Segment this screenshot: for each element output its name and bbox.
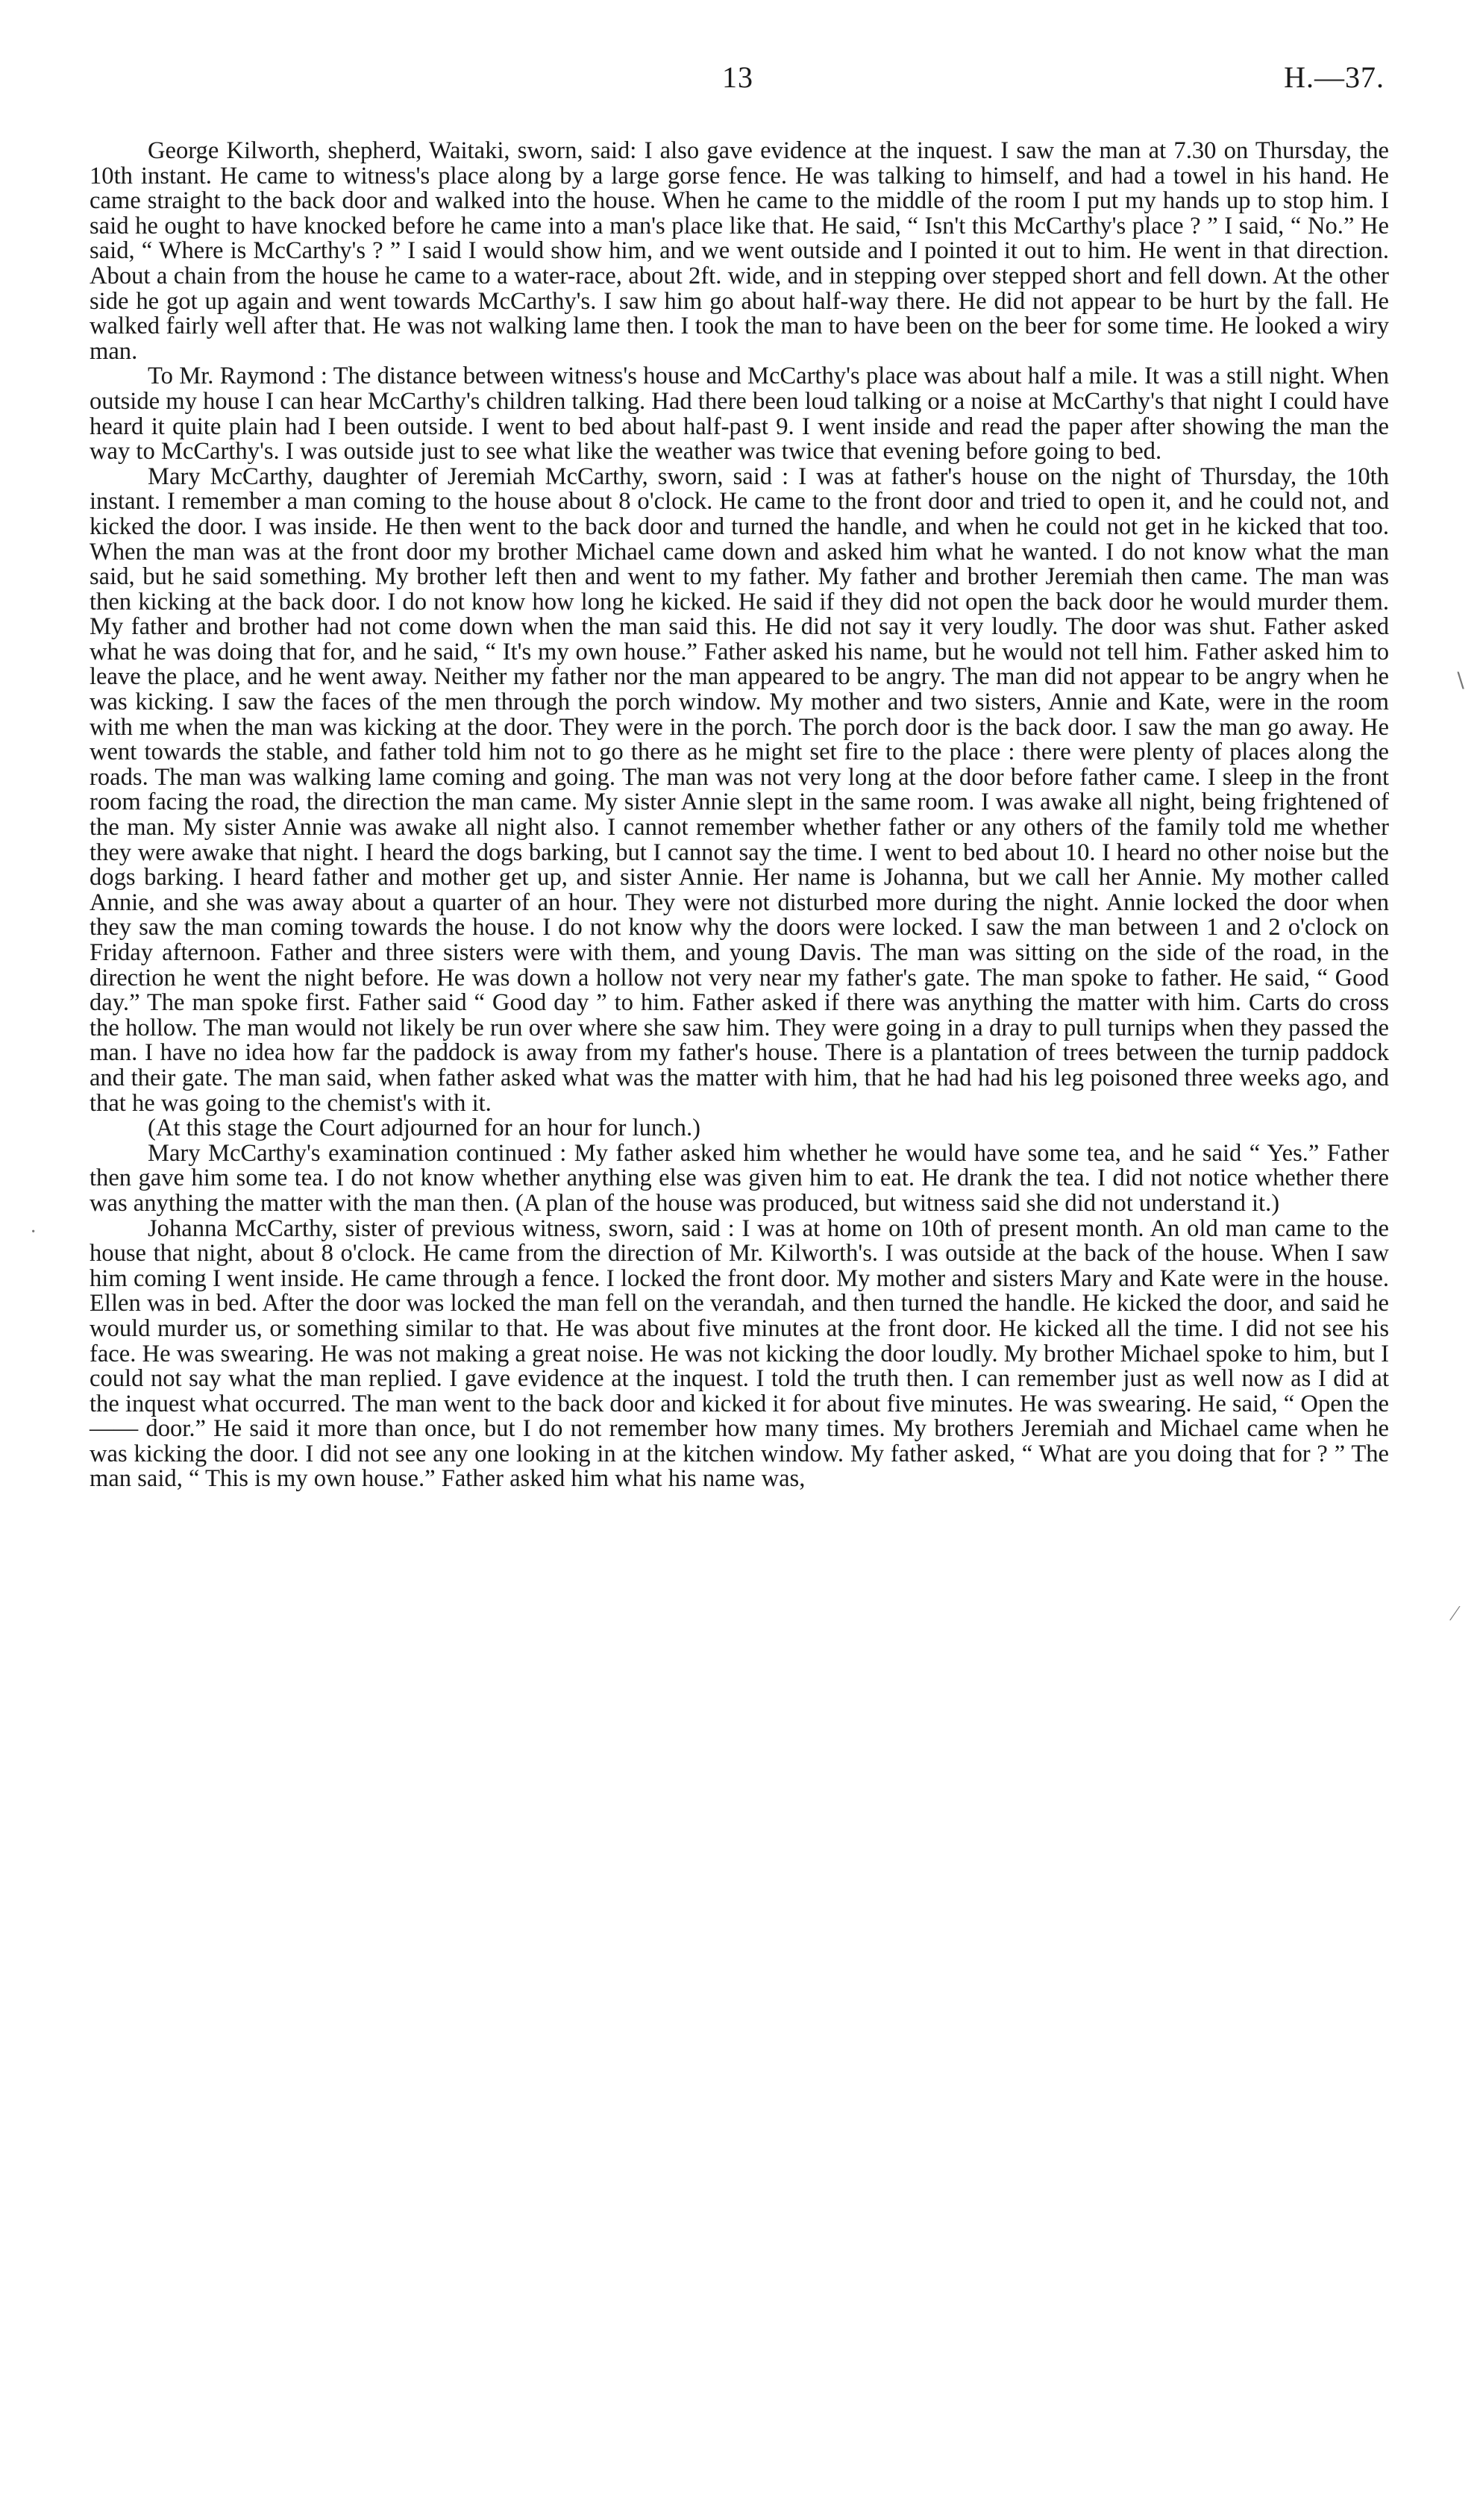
margin-mark: · (30, 1220, 37, 1244)
page-header (0, 60, 1480, 104)
margin-mark: ⁄ (1453, 1602, 1457, 1626)
paragraph-johanna-mccarthy-evidence: Johanna McCarthy, sister of previous witness, sworn, said : I was at home on 10th of present month. An old man came to the house that night, about 8 o'clock. He came from the direction of Mr. Kilworth's. I was outside at the back of the house. When I saw him coming I went inside. He came through a fence. I locked the front door. My mother and sisters Mary and Kate were in the house. Ellen was in bed. After the door was locked the man fell on the verandah, and then turned the handle. He kicked the door, and said he would murder us, or something similar to that. He was about five minutes at the front door. He kicked all the time. I did not see his face. He was swearing. He was not making a great noise. He was not kicking the door loudly. My brother Michael spoke to him, but I could not say what the man replied. I gave evidence at the inquest. I told the truth then. I can remember just as well now as I did at the inquest what occurred. The man went to the back door and kicked it for about five minutes. He was swearing. He said, “ Open the —— door.” He said it more than once, but I do not remember how many times. My brothers Jeremiah and Michael came when he was kicking the door. I did not see any one looking in at the kitchen window. My father asked, “ What are you doing that for ? ” The man said, “ This is my own house.” Father asked him what his name was, (90, 1214, 1389, 1493)
paragraph-raymond-cross-examination: To Mr. Raymond : The distance between witness's house and McCarthy's place was about half a mile. It was a still night. When outside my house I can hear McCarthy's children talking. Had there been loud talking or a noise at McCarthy's that night I could have heard it quite plain had I been outside. I went to bed about half-past 9. I went inside and read the paper after showing the man the way to McCarthy's. I was outside just to see what like the weather was twice that evening before going to bed. (90, 363, 1389, 466)
margin-mark: ∖ (1453, 670, 1467, 693)
paragraph-mary-examination-continued: Mary McCarthy's examination continued : My father asked him whether he would have some tea, and he said “ Yes.” Father then gave him some tea. I do not know whether anything else was given him to eat. He drank the tea. I did not notice whether there was anything the matter with the man then. (A plan of the house was produced, but witness said she did not understand it.) (90, 1139, 1389, 1217)
document-reference: H.—37. (1284, 60, 1385, 94)
paragraph-mary-mccarthy-evidence: Mary McCarthy, daughter of Jeremiah McCarthy, sworn, said : I was at father's house on the night of Thursday, the 10th instant. I remember a man coming to the house about 8 o'clock. He came to the front door and tried to open it, and he could not, and kicked the door. I was inside. He then went to the back door and turned the handle, and when he could not get in he kicked that too. When the man was at the front door my brother Michael came down and asked him what he wanted. I do not know what the man said, but he said something. My brother left then and went to my father. My father and brother Jeremiah then came. The man was then kicking at the back door. I do not know how long he kicked. He said if they did not open the back door he would murder them. My father and brother had not come down when the man said this. He did not say it very loudly. The door was shut. Father asked what he was doing that for, and he said, “ It's my own house.” Father asked his name, but he would not tell him. Father asked him to leave the place, and he went away. Neither my father nor the man appeared to be angry. The man did not appear to be angry when he was kicking. I saw the faces of the men through the porch window. My mother and two sisters, Annie and Kate, were in the room with me when the man was kicking at the door. They were in the porch. The porch door is the back door. I saw the man go away. He went towards the stable, and father told him not to go there as he might set fire to the place : there were plenty of places along the roads. The man was walking lame coming and going. The man was not very long at the door before father came. I sleep in the front room facing the road, the direction the man came. My sister Annie slept in the same room. I was awake all night, being frightened of the man. My sister Annie was awake all night also. I cannot remember whether father or any others of the family told me whether they were awake that night. I heard the dogs barking, but I cannot say the time. I went to bed about 10. I heard no other noise but the dogs barking. I heard father and mother get up, and sister Annie. Her name is Johanna, but we call her Annie. My mother called Annie, and she was away about a quarter of an hour. They were not disturbed more during the night. Annie locked the door when they saw the man coming towards the house. I do not know why the doors were locked. I saw the man between 1 and 2 o'clock on Friday afternoon. Father and three sisters were with them, and young Davis. The man was sitting on the side of the road, in the direction he went the night before. He was down a hollow not very near my father's gate. The man spoke to father. He said, “ Good day.” The man spoke first. Father said “ Good day ” to him. Father asked if there was anything the matter with him. Carts do cross the hollow. The man would not likely be run over where she saw him. They were going in a dray to pull turnips when they passed the man. I have no idea how far the paddock is away from my father's house. There is a plantation of trees between the turnip paddock and their gate. The man said, when father asked what was the matter with him, that he had had his leg poisoned three weeks ago, and that he was going to the chemist's with it. (90, 463, 1389, 1117)
paragraph-kilworth-evidence: George Kilworth, shepherd, Waitaki, sworn, said: I also gave evidence at the inquest. I saw the man at 7.30 on Thursday, the 10th instant. He came to witness's place along by a large gorse fence. He was talking to himself, and had a towel in his hand. He came straight to the back door and walked into the house. When he came to the middle of the room I put my hands up to stop him. I said he ought to have knocked before he came into a man's place like that. He said, “ Isn't this McCarthy's place ? ” I said, “ No.” He said, “ Where is McCarthy's ? ” I said I would show him, and we went outside and I pointed it out to him. He went in that direction. About a chain from the house he came to a water-race, about 2ft. wide, and in stepping over stepped short and fell down. At the other side he got up again and went towards McCarthy's. I saw him go about half-way there. He did not appear to be hurt by the fall. He walked fairly well after that. He was not walking lame then. I took the man to have been on the beer for some time. He looked a wiry man. (90, 137, 1389, 365)
page-number: 13 (722, 60, 753, 94)
paragraph-court-adjournment: (At this stage the Court adjourned for an hour for lunch.) (148, 1115, 700, 1142)
body-text (90, 139, 1389, 1492)
